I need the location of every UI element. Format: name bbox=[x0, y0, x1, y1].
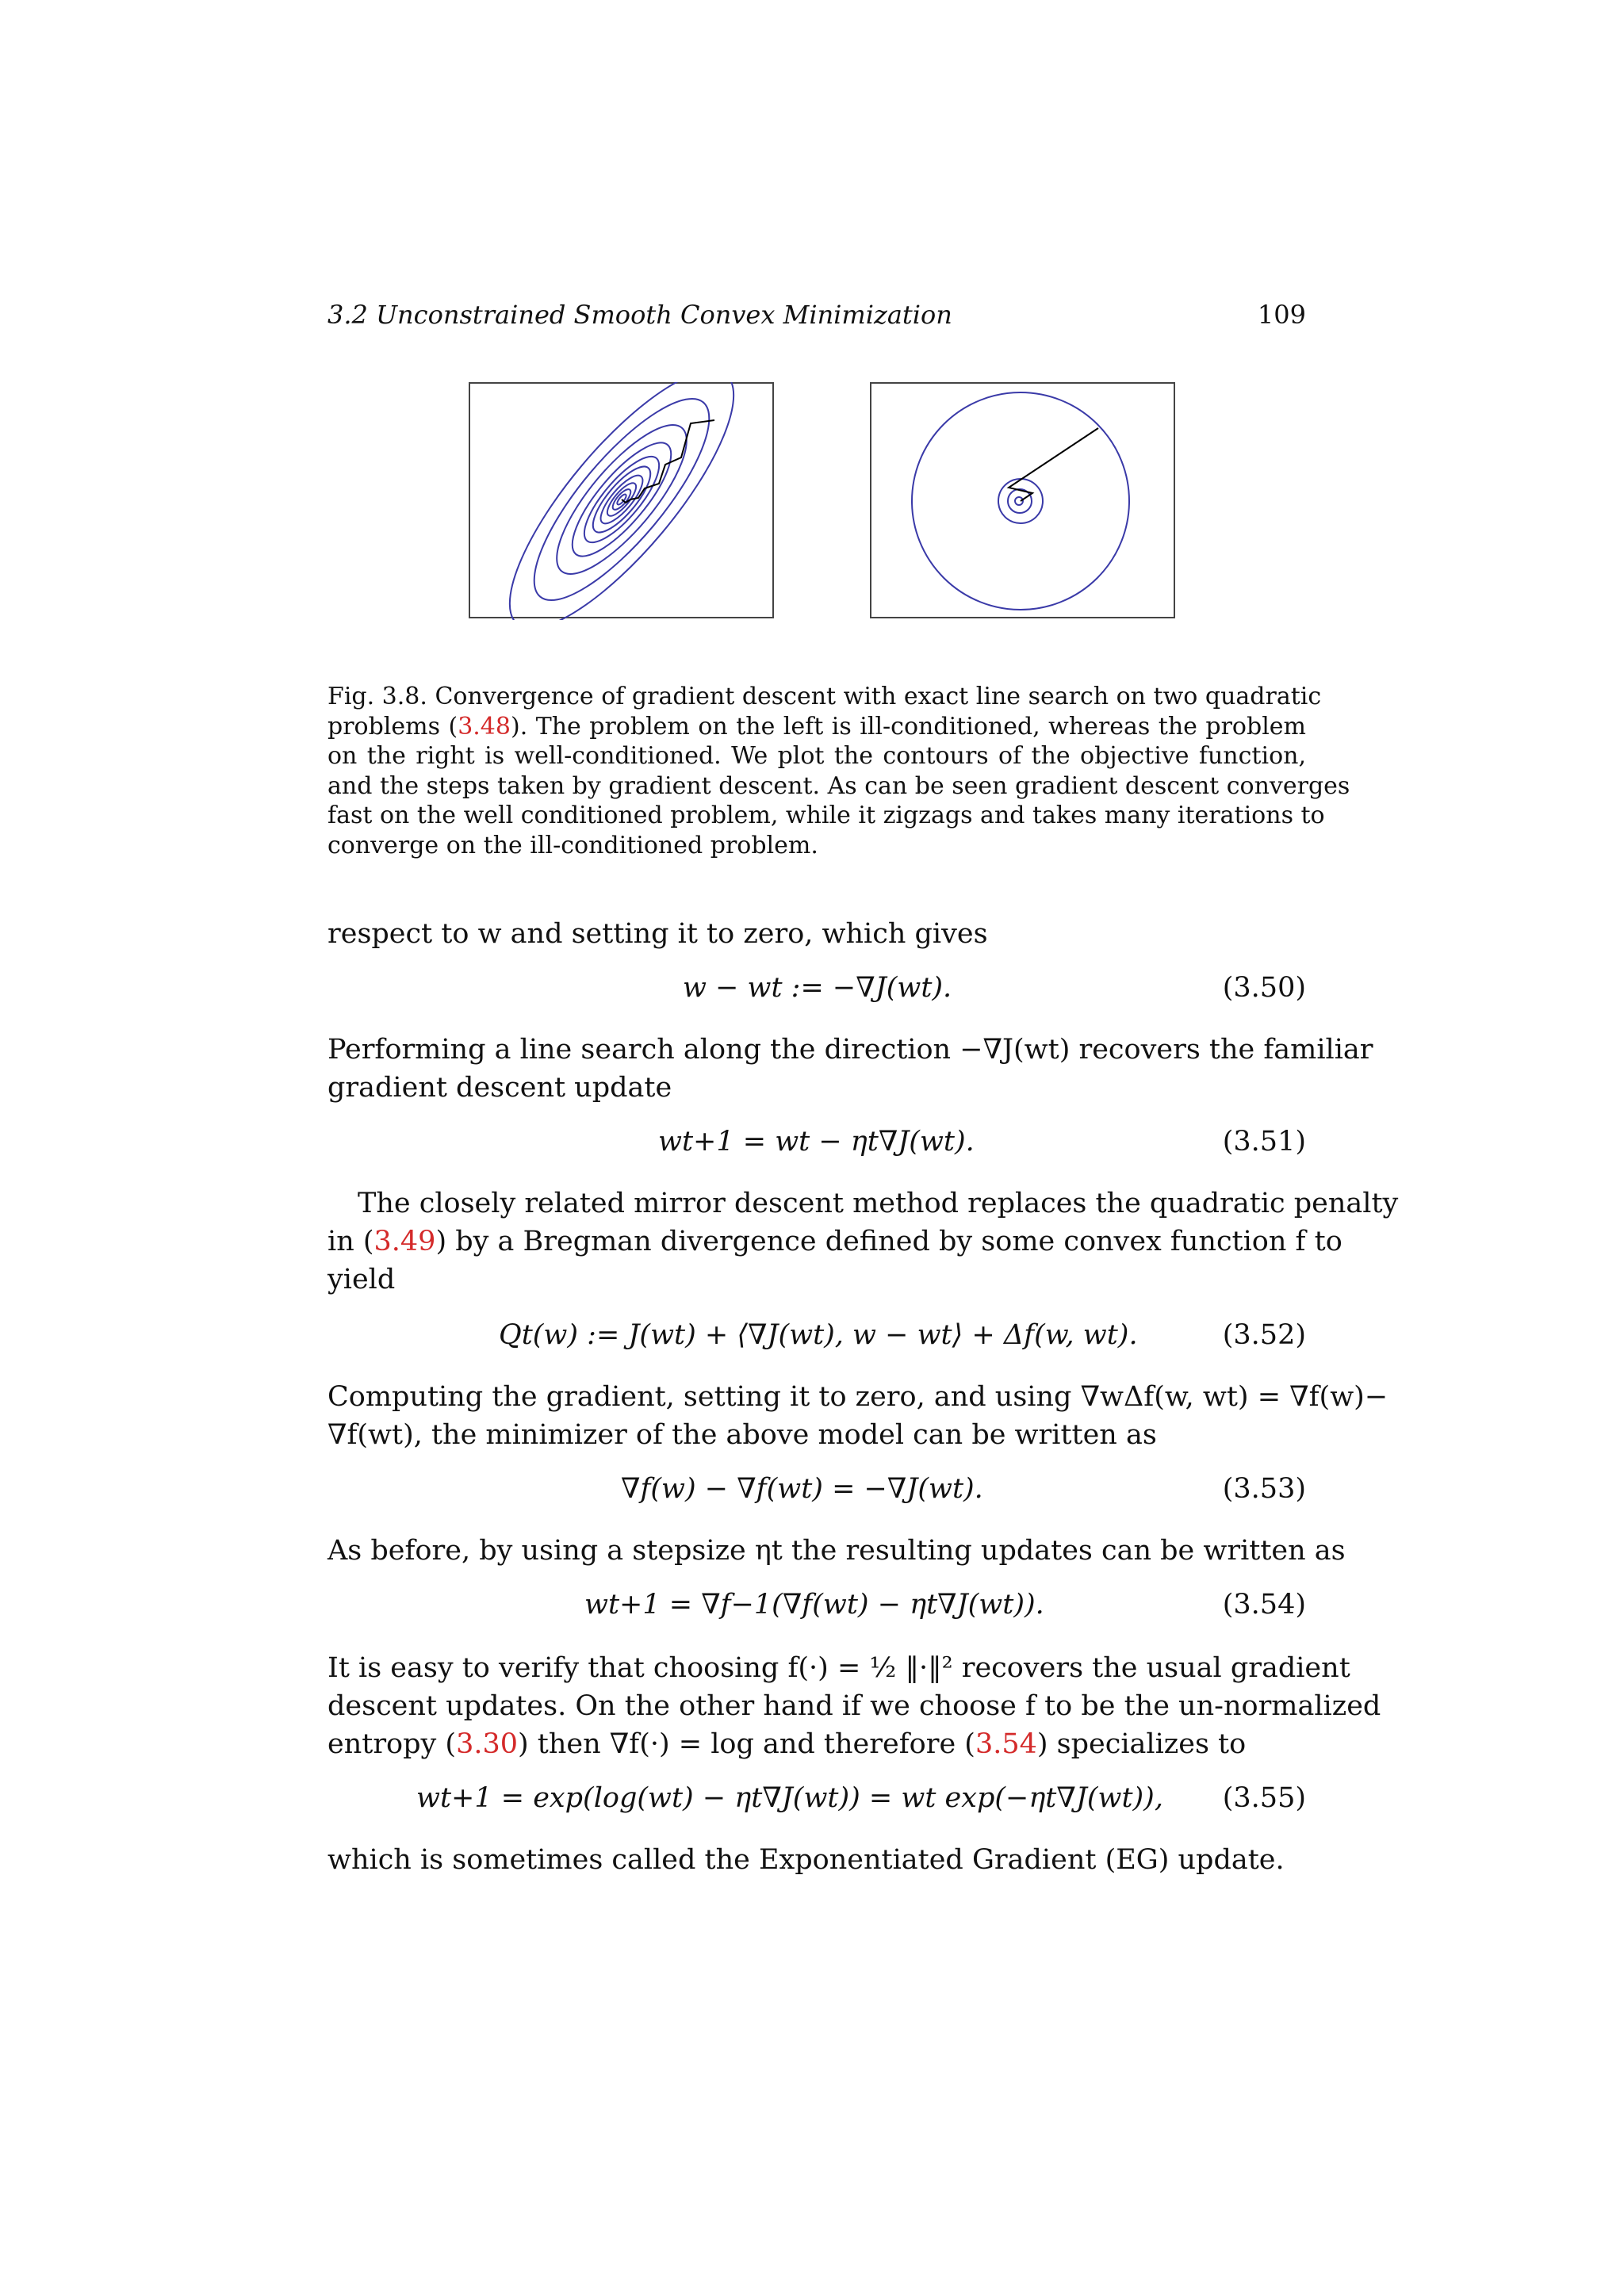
equation-body: ∇f(w) − ∇f(wt) = −∇J(wt). bbox=[621, 1473, 983, 1505]
text-fragment: entropy ( bbox=[327, 1728, 457, 1760]
page-number: 109 bbox=[1257, 300, 1306, 330]
eq-ref-link[interactable]: 3.54 bbox=[975, 1728, 1037, 1760]
figure-right-panel bbox=[870, 382, 1176, 620]
text-line: which is sometimes called the Exponentiated Gradient (EG) update. bbox=[327, 1844, 1285, 1876]
paragraph bbox=[327, 1841, 1306, 1879]
equation-body: Qt(w) := J(wt) + ⟨∇J(wt), w − wt⟩ + Δf(w, wt). bbox=[499, 1319, 1138, 1351]
equation-body: wt+1 = wt − ηt∇J(wt). bbox=[658, 1126, 975, 1158]
contour-ellipse bbox=[508, 382, 734, 620]
equation-3-52 bbox=[327, 1319, 1306, 1357]
equation-3-50 bbox=[327, 972, 1306, 1010]
equation-body: wt+1 = exp(log(wt) − ηt∇J(wt)) = wt exp(−ηt∇J(wt)), bbox=[416, 1782, 1163, 1814]
paragraph bbox=[327, 1532, 1346, 1570]
text-fragment: ) by a Bregman divergence defined by some convex function f to bbox=[435, 1226, 1342, 1257]
equation-number: (3.51) bbox=[1222, 1126, 1306, 1158]
caption-line: and the steps taken by gradient descent. As can be seen gradient descent converges bbox=[327, 771, 1350, 800]
equation-number: (3.54) bbox=[1222, 1589, 1306, 1621]
text-fragment: in ( bbox=[327, 1226, 374, 1257]
caption-line bbox=[327, 712, 1306, 742]
paragraph bbox=[327, 915, 1306, 953]
text-line: The closely related mirror descent method replaces the quadratic penalty bbox=[358, 1188, 1399, 1219]
contour-ellipse bbox=[477, 382, 767, 620]
caption-line: on the right is well-conditioned. We plot the contours of the objective function, bbox=[327, 742, 1306, 771]
text-line bbox=[327, 1223, 1342, 1261]
eq-ref-link[interactable]: 3.49 bbox=[373, 1226, 436, 1257]
section-title: 3.2 Unconstrained Smooth Convex Minimization bbox=[327, 300, 952, 330]
text-line: yield bbox=[327, 1264, 396, 1295]
text-line: Performing a line search along the direction −∇J(wt) recovers the familiar bbox=[327, 1034, 1373, 1066]
text-line: respect to w and setting it to zero, which gives bbox=[327, 918, 988, 950]
left-panel-frame bbox=[469, 383, 773, 618]
text-line: Computing the gradient, setting it to zero, and using ∇wΔf(w, wt) = ∇f(w)− bbox=[327, 1381, 1388, 1413]
eq-ref-link[interactable]: 3.48 bbox=[458, 712, 511, 740]
paragraph bbox=[327, 1649, 1381, 1763]
right-descent-path bbox=[1009, 428, 1098, 501]
equation-3-53 bbox=[327, 1473, 1306, 1511]
running-header bbox=[327, 300, 1306, 338]
paragraph bbox=[327, 1378, 1388, 1454]
left-contours bbox=[477, 382, 767, 620]
equation-number: (3.52) bbox=[1222, 1319, 1306, 1351]
equation-3-55 bbox=[327, 1782, 1306, 1820]
text-line: gradient descent update bbox=[327, 1072, 672, 1104]
text-line: descent updates. On the other hand if we choose f to be the un-normalized bbox=[327, 1690, 1381, 1722]
text-line bbox=[327, 1725, 1306, 1763]
equation-body: w − wt := −∇J(wt). bbox=[683, 972, 952, 1004]
caption-text: ). The problem on the left is ill-conditioned, whereas the problem bbox=[510, 712, 1306, 740]
equation-3-51 bbox=[327, 1126, 1306, 1164]
caption-text: problems ( bbox=[327, 712, 458, 740]
equation-number: (3.50) bbox=[1222, 972, 1306, 1004]
paragraph bbox=[327, 1184, 1399, 1299]
text-fragment: ) then ∇f(·) = log and therefore ( bbox=[518, 1728, 975, 1760]
caption-line: converge on the ill-conditioned problem. bbox=[327, 831, 818, 859]
text-fragment: ) specializes to bbox=[1036, 1728, 1247, 1760]
paragraph bbox=[327, 1031, 1373, 1107]
figure-left-panel bbox=[469, 382, 775, 620]
equation-body: wt+1 = ∇f−1(∇f(wt) − ηt∇J(wt)). bbox=[584, 1589, 1044, 1621]
text-line: It is easy to verify that choosing f(·) = ½ ‖·‖² recovers the usual gradient bbox=[327, 1652, 1350, 1684]
equation-3-54 bbox=[327, 1589, 1306, 1627]
eq-ref-link[interactable]: 3.30 bbox=[456, 1728, 519, 1760]
text-line: ∇f(wt), the minimizer of the above model can be written as bbox=[327, 1419, 1157, 1451]
figure-3-8 bbox=[469, 382, 1420, 620]
caption-line: fast on the well conditioned problem, while it zigzags and takes many iterations to bbox=[327, 802, 1325, 830]
equation-number: (3.55) bbox=[1222, 1782, 1306, 1814]
caption-line: Fig. 3.8. Convergence of gradient descent with exact line search on two quadratic bbox=[327, 683, 1322, 710]
equation-number: (3.53) bbox=[1222, 1473, 1306, 1505]
figure-caption bbox=[327, 682, 1350, 861]
text-line: As before, by using a stepsize ηt the resulting updates can be written as bbox=[327, 1535, 1346, 1567]
